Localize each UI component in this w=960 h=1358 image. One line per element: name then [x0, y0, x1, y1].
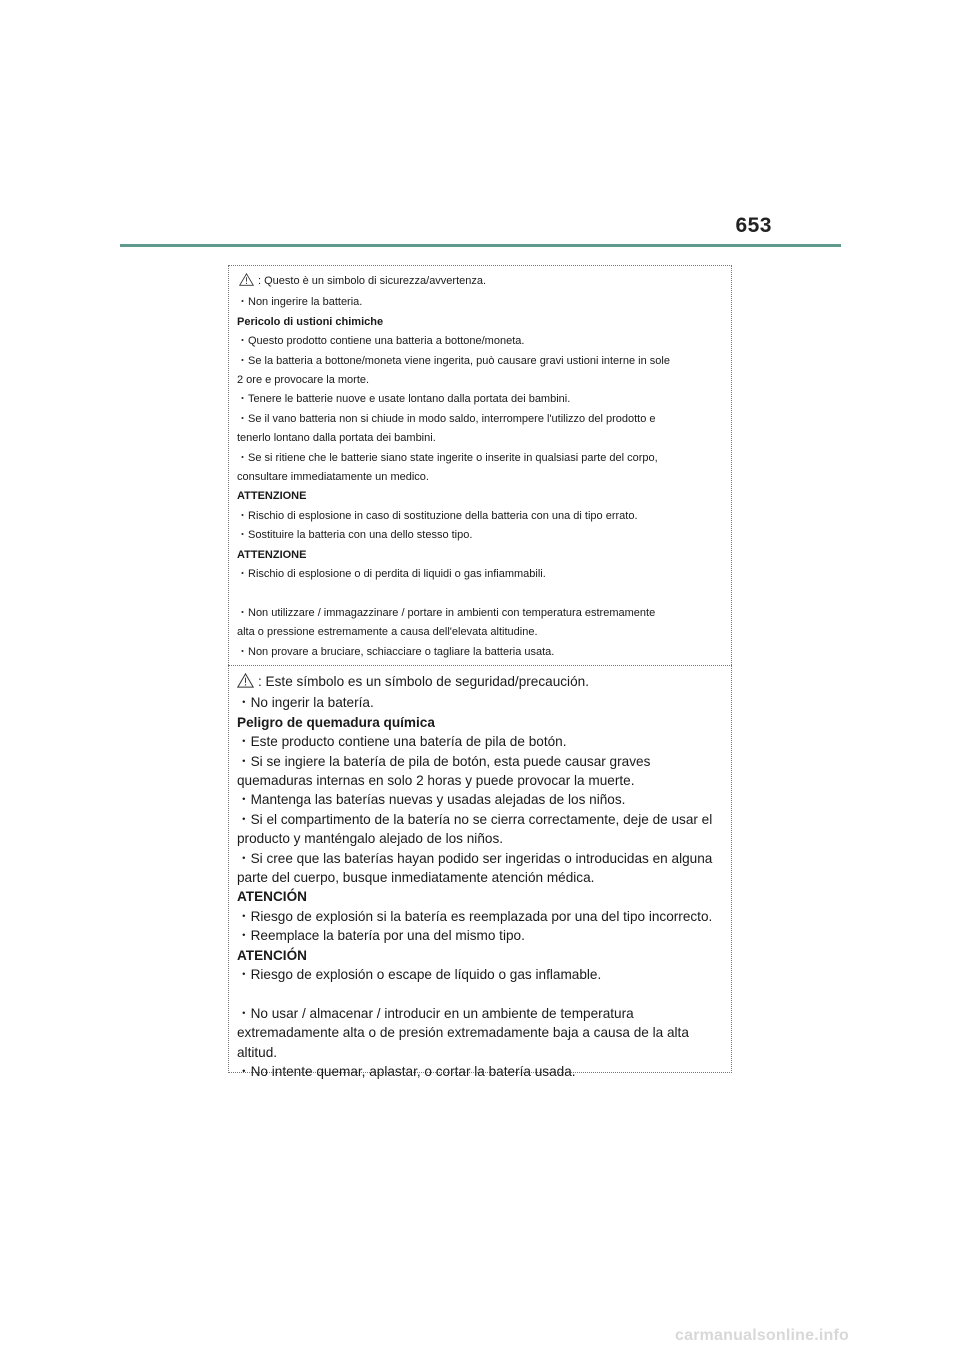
spanish-text-line: ・Mantenga las baterías nuevas y usadas alejadas de los niños.: [237, 792, 626, 808]
italian-text-line: ・Se la batteria a bottone/moneta viene ingerita, può causare gravi ustioni interne in sole: [237, 354, 670, 367]
italian-text-line: alta o pressione estremamente a causa dell'elevata altitudine.: [237, 626, 538, 639]
italian-text-line: ・Rischio di esplosione o di perdita di liquidi o gas infiammabili.: [237, 568, 546, 581]
spanish-text-line: parte del cuerpo, busque inmediatamente atención médica.: [237, 870, 595, 886]
spanish-text-line: ・Este producto contiene una batería de pila de botón.: [237, 734, 567, 750]
spanish-text-line: ・Si cree que las baterías hayan podido ser ingeridas o introducidas en alguna: [237, 850, 713, 866]
watermark: carmanualsonline.info: [675, 1327, 850, 1344]
italian-text-line: consultare immediatamente un medico.: [237, 471, 429, 484]
italian-text-line: ・Non provare a bruciare, schiacciare o tagliare la batteria usata.: [237, 645, 555, 658]
spanish-text-line: ・Si se ingiere la batería de pila de botón, esta puede causar graves: [237, 753, 651, 769]
spanish-text-line: ・Riesgo de explosión si la batería es reemplazada por una del tipo incorrecto.: [237, 908, 713, 924]
italian-text-line: ・Non ingerire la batteria.: [237, 296, 363, 309]
spanish-lines: [237, 693, 725, 1081]
italian-heading: Pericolo di ustioni chimiche: [237, 315, 384, 328]
italian-text-line: ・Rischio di esplosione in caso di sostituzione della batteria con una di tipo errato.: [237, 509, 638, 522]
italian-intro-line: [237, 272, 725, 293]
spanish-text-line: producto y manténgalo alejado de los niños.: [237, 831, 504, 847]
spanish-text-line: ・Reemplace la batería por una del mismo tipo.: [237, 928, 525, 944]
italian-intro-text: : Questo è un simbolo di sicurezza/avvertenza.: [258, 275, 487, 287]
italian-text-line: ・Se il vano batteria non si chiude in modo saldo, interrompere l'utilizzo del prodotto e: [237, 412, 656, 425]
spanish-text-line: ・No usar / almacenar / introducir en un ambiente de temperatura: [237, 1005, 634, 1021]
italian-text-line: ・Sostituire la batteria con una dello stesso tipo.: [237, 529, 473, 542]
spanish-text-line: ・No ingerir la batería.: [237, 695, 374, 711]
italian-text-line: tenerlo lontano dalla portata dei bambini.: [237, 432, 436, 445]
italian-blank-line: [237, 585, 725, 604]
spanish-heading: ATENCIÓN: [237, 889, 307, 905]
italian-text-line: ・Se si ritiene che le batterie siano state ingerite o inserite in qualsiasi parte del corpo,: [237, 451, 658, 464]
italian-lines: [237, 293, 725, 662]
spanish-blank-line: [237, 985, 725, 1004]
italian-text-line: 2 ore e provocare la morte.: [237, 374, 370, 387]
warning-triangle-icon: [239, 273, 254, 293]
spanish-text-line: ・No intente quemar, aplastar, o cortar la batería usada.: [237, 1064, 576, 1080]
warning-triangle-icon: [237, 673, 254, 693]
spanish-text-line: ・Riesgo de explosión o escape de líquido o gas inflamable.: [237, 967, 602, 983]
italian-heading: ATTENZIONE: [237, 548, 307, 561]
italian-text-line: ・Questo prodotto contiene una batteria a bottone/moneta.: [237, 335, 525, 348]
spanish-intro-line: [237, 672, 725, 693]
spanish-heading: ATENCIÓN: [237, 947, 307, 963]
spanish-text-line: ・Si el compartimento de la batería no se cierra correctamente, deje de usar el: [237, 811, 713, 827]
spanish-warning-box: [228, 665, 732, 1080]
page-number: 653: [735, 214, 772, 237]
italian-text-line: ・Non utilizzare / immagazzinare / portare in ambienti con temperatura estremamente: [237, 606, 656, 619]
spanish-heading: Peligro de quemadura química: [237, 714, 435, 730]
spanish-intro-text: : Este símbolo es un símbolo de seguridad/precaución.: [258, 674, 589, 689]
header-rule: [120, 244, 841, 247]
spanish-text-line: extremadamente alta o de presión extremadamente baja a causa de la alta: [237, 1025, 689, 1041]
italian-text-line: ・Tenere le batterie nuove e usate lontano dalla portata dei bambini.: [237, 393, 571, 406]
italian-heading: ATTENZIONE: [237, 490, 307, 503]
spanish-text-line: quemaduras internas en solo 2 horas y puede provocar la muerte.: [237, 773, 635, 789]
spanish-text-line: altitud.: [237, 1044, 278, 1060]
italian-warning-box: [228, 265, 732, 665]
